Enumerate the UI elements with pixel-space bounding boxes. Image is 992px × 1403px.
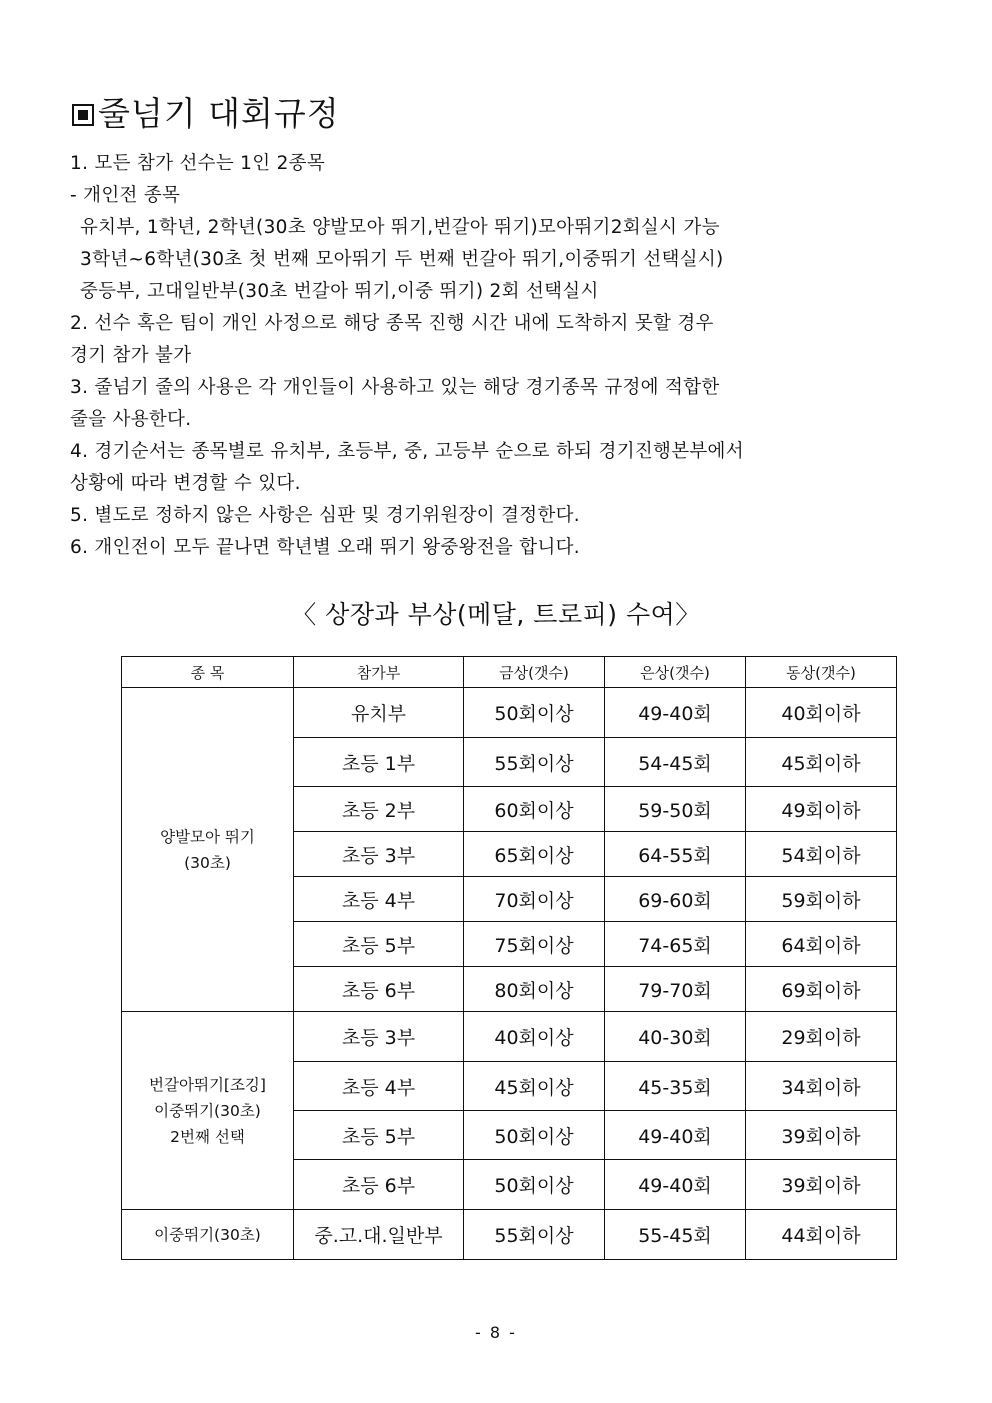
gold-cell: 75회이상 [464, 922, 605, 967]
rule-line: 2. 선수 혹은 팀이 개인 사정으로 해당 종목 진행 시간 내에 도착하지 못할 경우 [70, 313, 714, 334]
header-gold: 금상(갯수) [464, 657, 605, 688]
silver-cell: 40-30회 [605, 1012, 746, 1062]
division-cell: 초등 2부 [294, 787, 464, 832]
gold-cell: 70회이상 [464, 877, 605, 922]
rule-line: 3학년~6학년(30초 첫 번째 모아뛰기 두 번째 번갈아 뛰기,이중뛰기 선택실시) [80, 249, 724, 270]
rule-line: 1. 모든 참가 선수는 1인 2종목 [70, 153, 326, 174]
bronze-cell: 34회이하 [746, 1062, 897, 1111]
division-cell: 초등 4부 [294, 877, 464, 922]
gold-cell: 55회이상 [464, 1210, 605, 1260]
silver-cell: 49-40회 [605, 1160, 746, 1210]
category-line: 이중뛰기(30초) [154, 1225, 261, 1244]
silver-cell: 74-65회 [605, 922, 746, 967]
rule-line: 6. 개인전이 모두 끝나면 학년별 오래 뛰기 왕중왕전을 합니다. [70, 537, 580, 558]
bronze-cell: 40회이하 [746, 688, 897, 738]
header-silver: 은상(갯수) [605, 657, 746, 688]
table-row [122, 1210, 897, 1260]
page-number: - 8 - [475, 1323, 517, 1342]
silver-cell: 45-35회 [605, 1062, 746, 1111]
division-cell: 초등 4부 [294, 1062, 464, 1111]
silver-cell: 54-45회 [605, 738, 746, 787]
silver-cell: 64-55회 [605, 832, 746, 877]
gold-cell: 50회이상 [464, 1111, 605, 1160]
bronze-cell: 39회이하 [746, 1160, 897, 1210]
rule-line: 상황에 따라 변경할 수 있다. [70, 473, 301, 494]
silver-cell: 49-40회 [605, 688, 746, 738]
division-cell: 초등 6부 [294, 967, 464, 1012]
bronze-cell: 59회이하 [746, 877, 897, 922]
bronze-cell: 45회이하 [746, 738, 897, 787]
division-cell: 초등 5부 [294, 1111, 464, 1160]
bronze-cell: 29회이하 [746, 1012, 897, 1062]
page-title [72, 88, 340, 135]
category-line: 양발모아 뛰기 [160, 827, 255, 846]
category-cell [122, 1210, 294, 1260]
awards-title: 〈 상장과 부상(메달, 트로피) 수여〉 [291, 600, 701, 629]
page-title-text: 줄넘기 대회규정 [98, 94, 340, 133]
gold-cell: 65회이상 [464, 832, 605, 877]
table-header-row [122, 657, 897, 688]
header-event: 종 목 [122, 657, 294, 688]
rule-line: 5. 별도로 정하지 않은 사항은 심판 및 경기위원장이 결정한다. [70, 505, 580, 526]
header-division: 참가부 [294, 657, 464, 688]
silver-cell: 69-60회 [605, 877, 746, 922]
silver-cell: 49-40회 [605, 1111, 746, 1160]
division-cell: 중.고.대.일반부 [294, 1210, 464, 1260]
category-line: 2번째 선택 [170, 1127, 245, 1146]
gold-cell: 55회이상 [464, 738, 605, 787]
gold-cell: 45회이상 [464, 1062, 605, 1111]
rule-line: 4. 경기순서는 종목별로 유치부, 초등부, 중, 고등부 순으로 하되 경기진행본부에서 [70, 441, 744, 462]
bronze-cell: 69회이하 [746, 967, 897, 1012]
bronze-cell: 49회이하 [746, 787, 897, 832]
category-cell [122, 688, 294, 1012]
header-bronze: 동상(갯수) [746, 657, 897, 688]
gold-cell: 60회이상 [464, 787, 605, 832]
gold-cell: 50회이상 [464, 1160, 605, 1210]
awards-table [121, 656, 897, 1260]
category-line: 번갈아뛰기[조깅] [149, 1075, 266, 1094]
rule-line: 경기 참가 불가 [70, 345, 192, 366]
table-row [122, 688, 897, 738]
silver-cell: 79-70회 [605, 967, 746, 1012]
rule-line: 줄을 사용한다. [70, 409, 192, 430]
category-line: (30초) [184, 853, 231, 872]
division-cell: 초등 3부 [294, 1012, 464, 1062]
bronze-cell: 39회이하 [746, 1111, 897, 1160]
division-cell: 초등 6부 [294, 1160, 464, 1210]
bronze-cell: 54회이하 [746, 832, 897, 877]
category-line: 이중뛰기(30초) [154, 1101, 261, 1120]
division-cell: 초등 5부 [294, 922, 464, 967]
gold-cell: 40회이상 [464, 1012, 605, 1062]
silver-cell: 55-45회 [605, 1210, 746, 1260]
table-row [122, 1012, 897, 1062]
gold-cell: 80회이상 [464, 967, 605, 1012]
category-cell [122, 1012, 294, 1210]
filled-square-icon [72, 104, 94, 126]
gold-cell: 50회이상 [464, 688, 605, 738]
rule-line: 유치부, 1학년, 2학년(30초 양발모아 뛰기,번갈아 뛰기)모아뛰기2회실시 가능 [80, 217, 720, 238]
silver-cell: 59-50회 [605, 787, 746, 832]
rule-line: - 개인전 종목 [70, 185, 181, 206]
rule-line: 3. 줄넘기 줄의 사용은 각 개인들이 사용하고 있는 해당 경기종목 규정에 적합한 [70, 377, 720, 398]
division-cell: 초등 1부 [294, 738, 464, 787]
division-cell: 초등 3부 [294, 832, 464, 877]
bronze-cell: 44회이하 [746, 1210, 897, 1260]
bronze-cell: 64회이하 [746, 922, 897, 967]
division-cell: 유치부 [294, 688, 464, 738]
rule-line: 중등부, 고대일반부(30초 번갈아 뛰기,이중 뛰기) 2회 선택실시 [80, 281, 599, 302]
